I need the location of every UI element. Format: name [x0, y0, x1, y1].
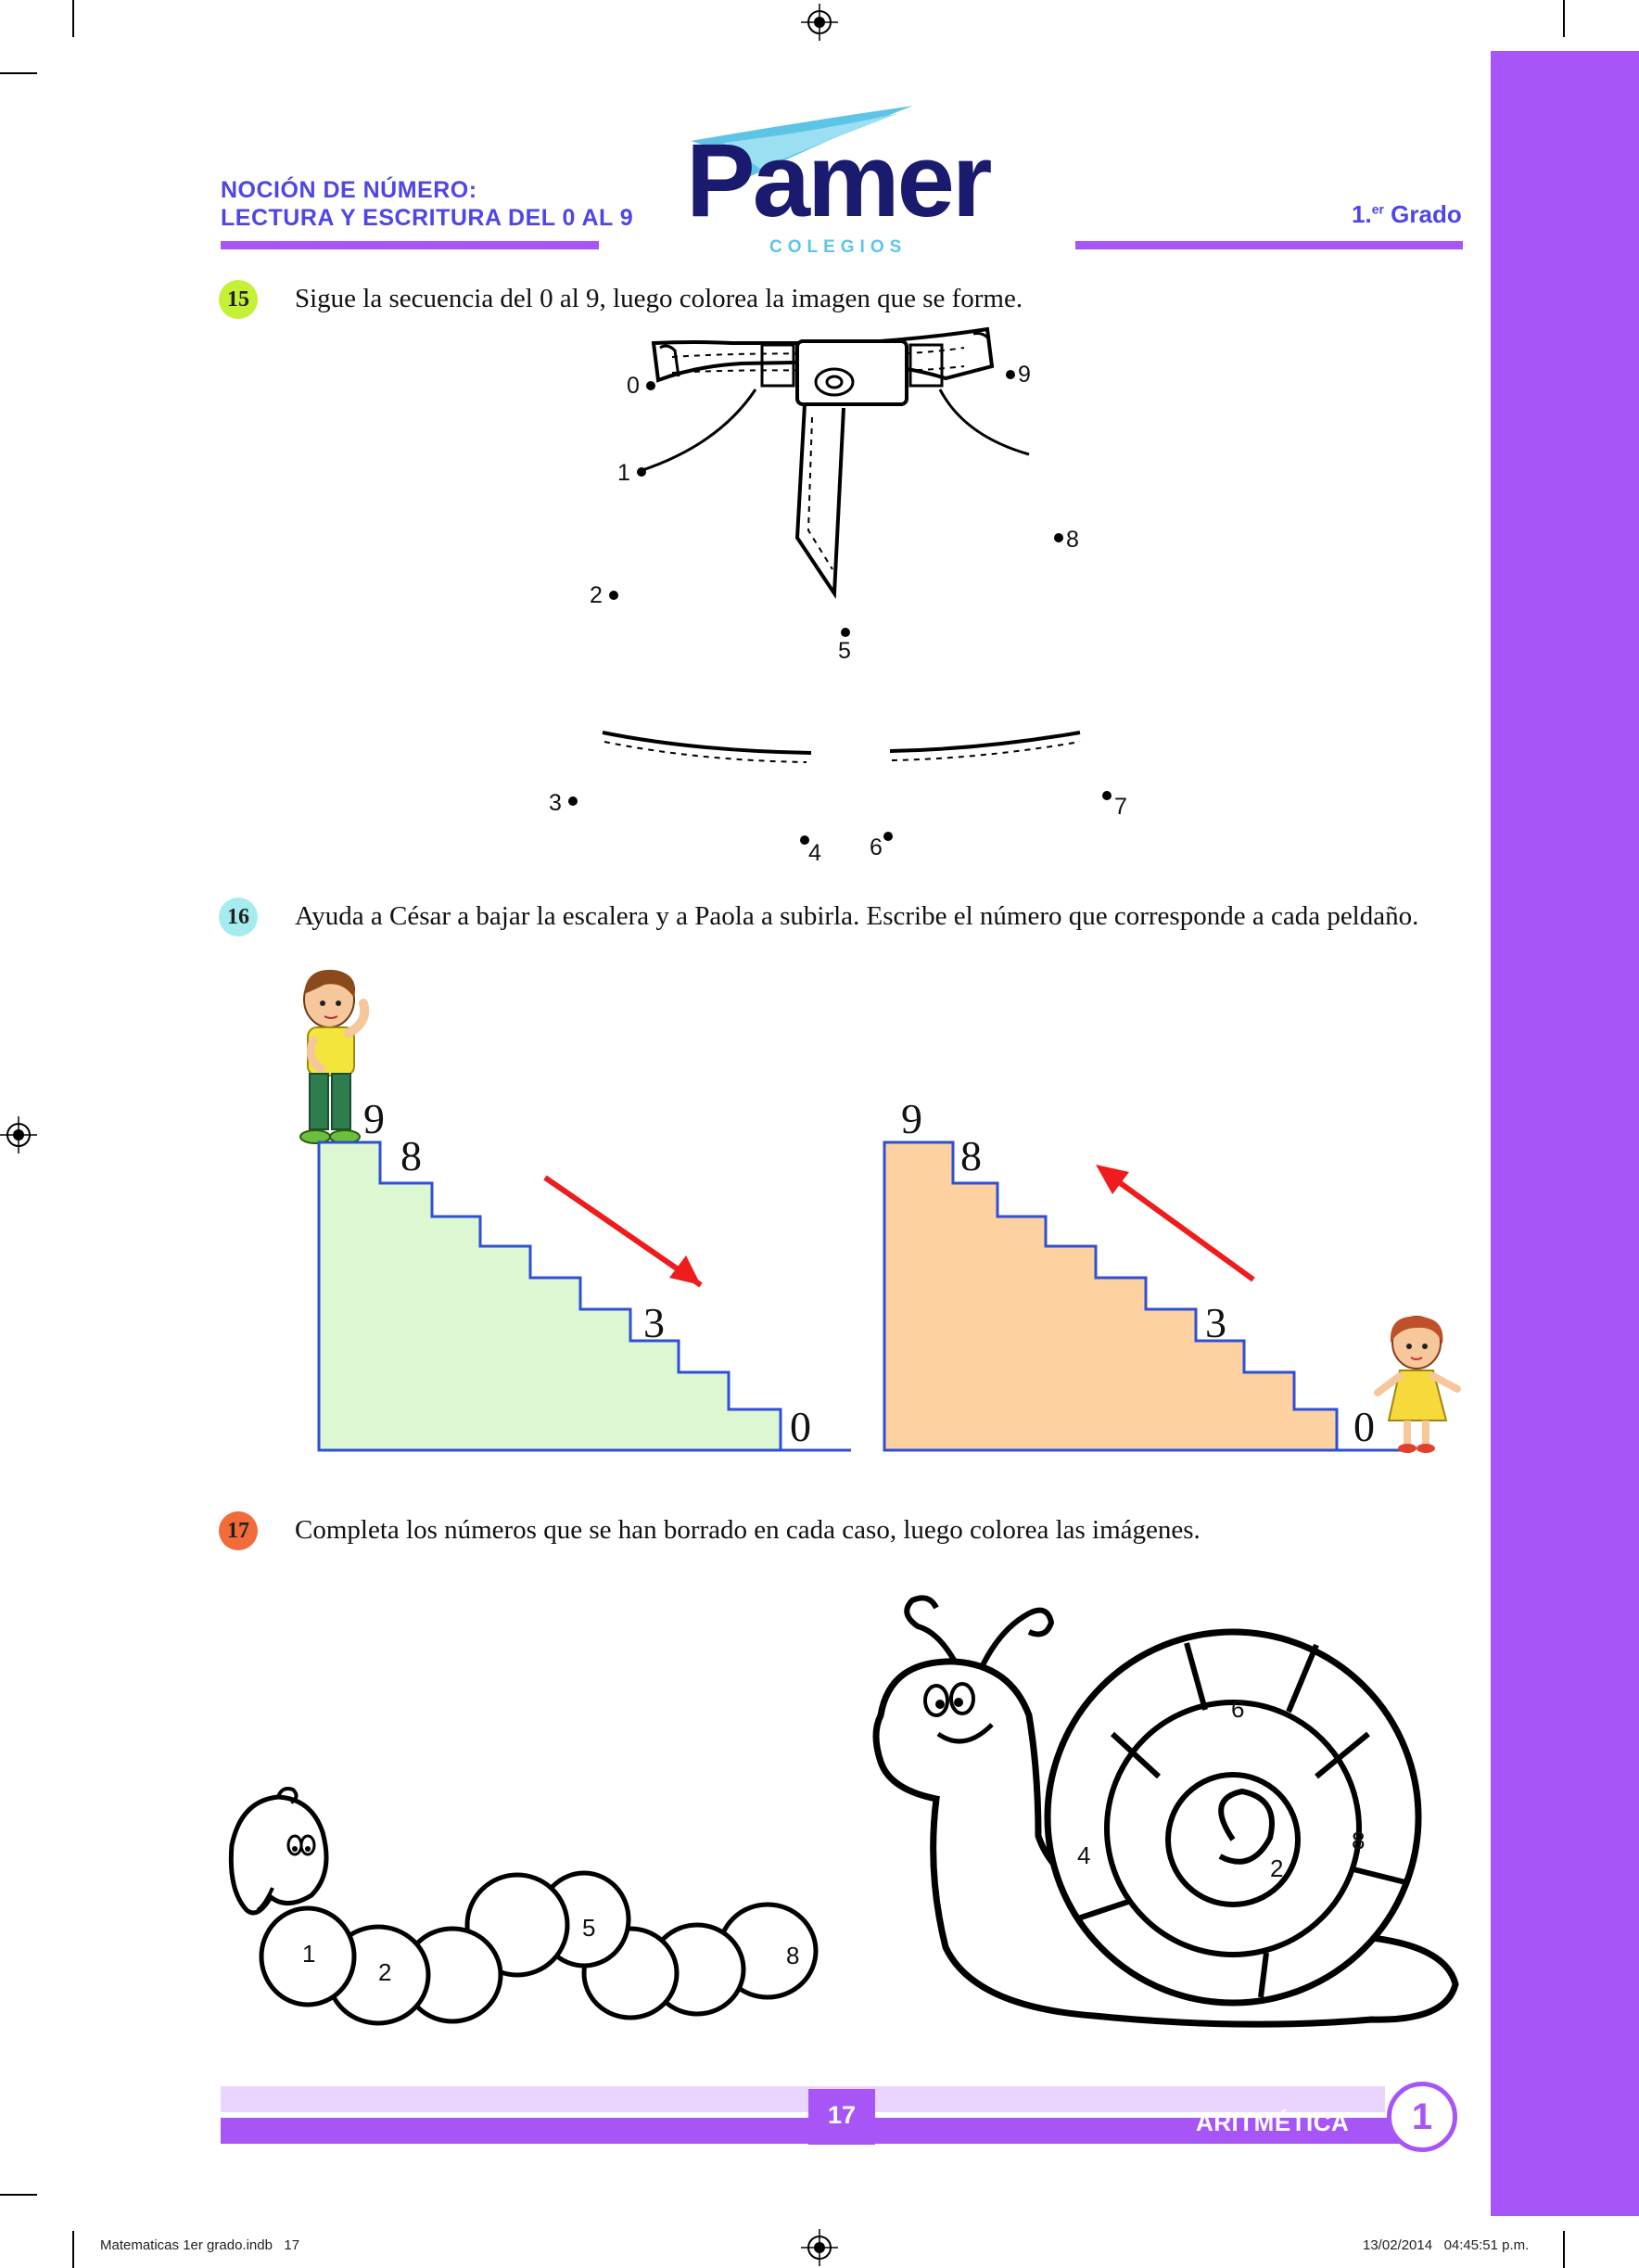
registration-mark-icon: [0, 1116, 37, 1153]
unit-number: 1: [1387, 2082, 1457, 2152]
logo-subtitle: COLEGIOS: [769, 237, 908, 257]
grade-sup: er: [1371, 201, 1384, 217]
file-info: Matematicas 1er grado.indb 17: [100, 2237, 300, 2253]
dot-label-2: 2: [590, 582, 603, 608]
caterpillar-number-2: 2: [378, 1958, 392, 1986]
caterpillar-number-1: 1: [302, 1940, 316, 1968]
crop-mark: [72, 0, 74, 37]
registration-mark-icon: [801, 2229, 838, 2266]
subject-label: ARITMÉTICA: [1196, 2109, 1350, 2136]
grade-prefix: 1.: [1352, 200, 1372, 228]
question-text-15: Sigue la secuencia del 0 al 9, luego colorea la imagen que se forme.: [295, 284, 1023, 313]
caterpillar-number-8: 8: [786, 1942, 800, 1969]
question-text-17: Completa los números que se han borrado en cada caso, luego colorea las imágenes.: [295, 1515, 1201, 1545]
stair-right-label-9: 9: [901, 1095, 922, 1142]
snail-number-8: 8: [1352, 1827, 1366, 1854]
staircase-down: [311, 1139, 853, 1454]
caterpillar-figure: [222, 1780, 844, 2040]
header-rule-left: [221, 241, 599, 249]
stair-right-label-8: 8: [960, 1132, 982, 1179]
dot-label-9: 9: [1018, 362, 1031, 388]
dot-to-dot-pants-figure: [556, 315, 1112, 872]
crop-mark: [0, 72, 37, 74]
stair-left-label-3: 3: [643, 1299, 665, 1346]
topic-line-1: NOCIÓN DE NÚMERO:: [221, 177, 477, 203]
snail-number-2: 2: [1270, 1854, 1284, 1882]
crop-mark: [1563, 0, 1565, 37]
print-timestamp: 13/02/2014 04:45:51 p.m.: [1363, 2237, 1530, 2253]
stair-left-label-9: 9: [363, 1095, 385, 1142]
snail-number-4: 4: [1077, 1841, 1091, 1869]
crop-mark: [1563, 2231, 1565, 2268]
registration-mark-icon: [801, 4, 838, 41]
dot-label-7: 7: [1114, 794, 1127, 820]
crop-mark: [72, 2231, 74, 2268]
stair-left-label-8: 8: [400, 1132, 422, 1179]
caterpillar-number-5: 5: [582, 1914, 596, 1942]
snail-number-6: 6: [1231, 1695, 1245, 1723]
topic-title: [221, 176, 633, 232]
dot-label-3: 3: [549, 790, 562, 816]
girl-paola-illustration: [1368, 1311, 1467, 1456]
question-badge-15: 15: [219, 280, 258, 319]
stair-right-label-0: 0: [1353, 1403, 1375, 1450]
staircase-up: [877, 1139, 1418, 1454]
header-rule-right: [1075, 241, 1463, 249]
question-badge-17: 17: [219, 1511, 258, 1550]
topic-line-2: LECTURA Y ESCRITURA DEL 0 AL 9: [221, 205, 634, 231]
dot-label-1: 1: [617, 460, 630, 486]
stair-left-label-0: 0: [790, 1403, 811, 1450]
logo: Pamer: [686, 122, 990, 238]
side-bar: [1491, 51, 1639, 2216]
grade-word: Grado: [1391, 200, 1462, 228]
grade-label: [1352, 200, 1462, 229]
dot-label-0: 0: [627, 373, 640, 399]
snail-figure: [853, 1595, 1465, 2040]
dot-label-8: 8: [1066, 527, 1079, 553]
page-number: 17: [808, 2089, 875, 2145]
crop-mark: [0, 2194, 37, 2196]
stair-right-label-3: 3: [1205, 1299, 1226, 1346]
question-text-16: Ayuda a César a bajar la escalera y a Paola a subirla. Escribe el número que corresponde a cada peldaño.: [295, 901, 1419, 931]
question-badge-16: 16: [219, 898, 258, 937]
dot-label-5: 5: [838, 638, 851, 664]
dot-label-6: 6: [870, 835, 883, 860]
dot-label-4: 4: [808, 840, 821, 866]
